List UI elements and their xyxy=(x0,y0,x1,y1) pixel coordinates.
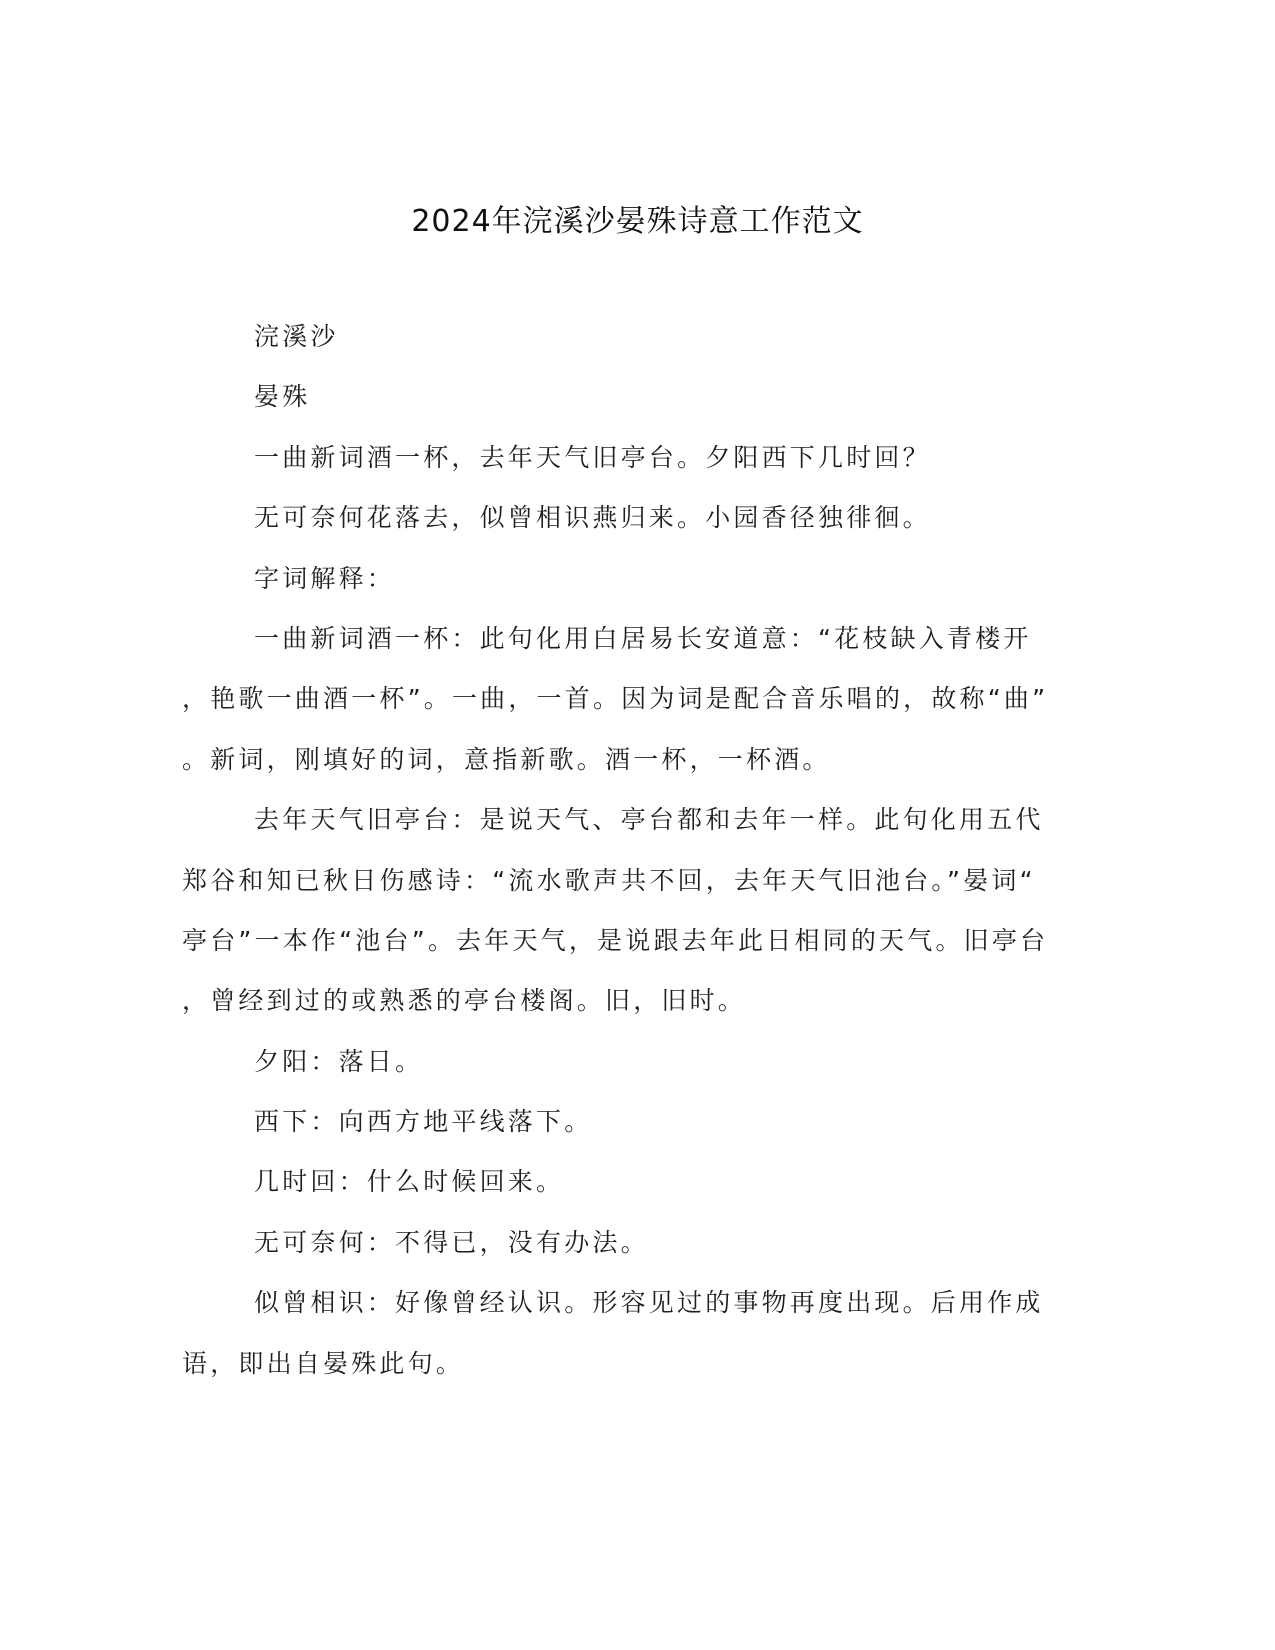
paragraph-line: 一曲新词酒一杯：此句化用白居易长安道意：“花枝缺入青楼开 xyxy=(254,623,1032,653)
paragraph-line: 亭台”一本作“池台”。去年天气，是说跟去年此日相同的天气。旧亭台 xyxy=(182,925,1049,955)
document-body xyxy=(182,320,1049,1407)
poem-author: 晏殊 xyxy=(254,382,311,412)
definition-line: 无可奈何：不得已，没有办法。 xyxy=(254,1227,649,1257)
document-title: 2024年浣溪沙晏殊诗意工作范文 xyxy=(411,204,864,239)
section-heading: 字词解释： xyxy=(254,563,396,593)
paragraph-line: ，曾经到过的或熟悉的亭台楼阁。旧，旧时。 xyxy=(182,986,747,1016)
definition-line: 夕阳：落日。 xyxy=(254,1046,424,1076)
paragraph-line: ，艳歌一曲酒一杯”。一曲，一首。因为词是配合音乐唱的，故称“曲” xyxy=(182,684,1049,714)
paragraph-line: 语，即出自晏殊此句。 xyxy=(182,1348,465,1378)
paragraph-line: 去年天气旧亭台：是说天气、亭台都和去年一样。此句化用五代 xyxy=(254,805,1044,835)
poem-line-1: 一曲新词酒一杯，去年天气旧亭台。夕阳西下几时回？ xyxy=(254,442,931,472)
poem-title: 浣溪沙 xyxy=(254,322,339,351)
poem-line-2: 无可奈何花落去，似曾相识燕归来。小园香径独徘徊。 xyxy=(254,503,931,533)
definition-line: 西下：向西方地平线落下。 xyxy=(254,1107,593,1137)
paragraph-line: 。新词，刚填好的词，意指新歌。酒一杯，一杯酒。 xyxy=(182,744,831,774)
definition-line: 几时回：什么时候回来。 xyxy=(254,1167,565,1197)
paragraph-line: 郑谷和知已秋日伤感诗：“流水歌声共不回，去年天气旧池台。”晏词“ xyxy=(182,865,1036,895)
paragraph-line: 似曾相识：好像曾经认识。形容见过的事物再度出现。后用作成 xyxy=(254,1288,1044,1318)
